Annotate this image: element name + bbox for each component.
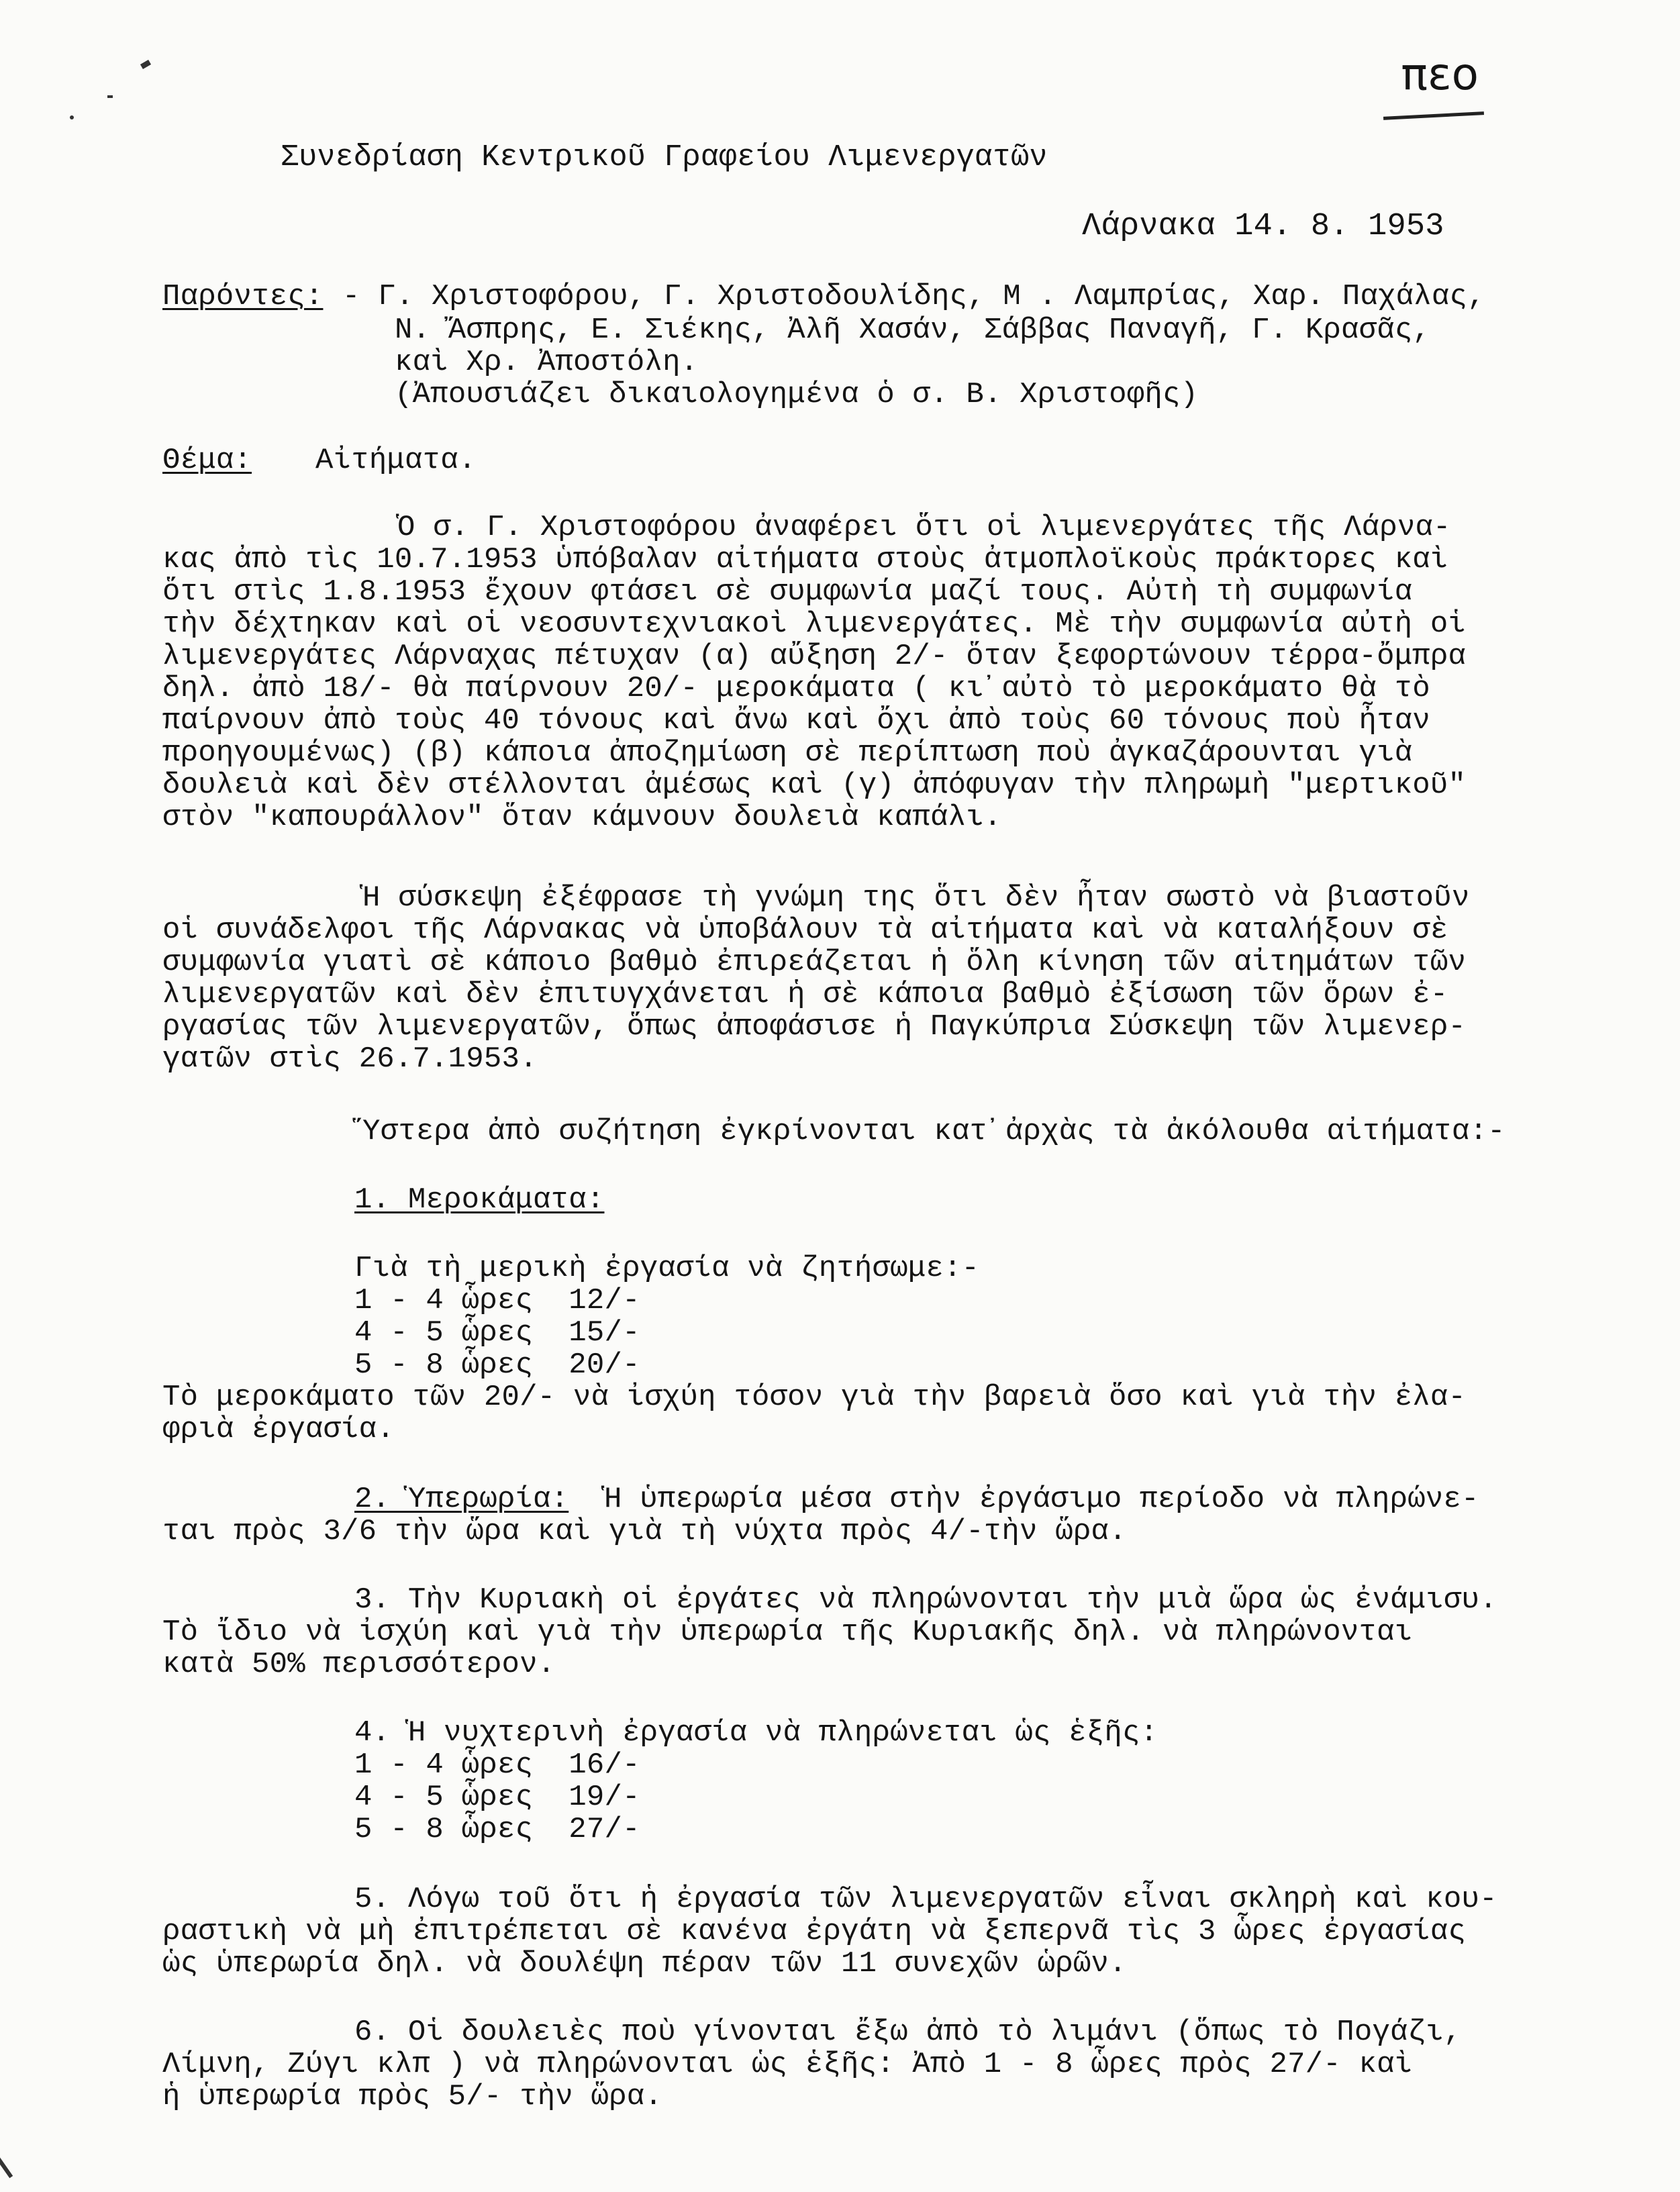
- scan-mark: [107, 95, 113, 98]
- text-line: Λίμνη, Ζύγι κλπ ) νὰ πληρώνονται ὡς ἑξῆς: Ἀπὸ 1 - 8 ὧρες πρὸς 27/- καὶ: [162, 2048, 1413, 2081]
- rate-row: 1 - 4 ὧρες 12/-: [354, 1284, 640, 1317]
- handwritten-stamp: πεο: [1401, 48, 1479, 100]
- rate-row: 5 - 8 ὧρες 20/-: [354, 1348, 640, 1382]
- present-line: - Γ. Χριστοφόρου, Γ. Χριστοδουλίδης, Μ . Λαμπρίας, Χαρ. Παχάλας,: [342, 280, 1485, 313]
- rate-row: 4 - 5 ὧρες 19/-: [354, 1781, 640, 1814]
- stamp-underline: [1383, 111, 1484, 120]
- rate-row: 5 - 8 ὧρες 27/-: [354, 1813, 640, 1846]
- text-line: τὴν δέχτηκαν καὶ οἱ νεοσυντεχνιακοὶ λιμενεργάτες. Μὲ τὴν συμφωνία αὐτὴ οἱ: [162, 607, 1467, 641]
- text-line: ἡ ὑπερωρία πρὸς 5/- τὴν ὥρα.: [162, 2080, 662, 2113]
- text-line: Τὸ ἴδιο νὰ ἰσχύη καὶ γιὰ τὴν ὑπερωρία τῆς Κυριακῆς δηλ. νὰ πληρώνονται: [162, 1615, 1413, 1649]
- text-line: λιμενεργάτες Λάρναχας πέτυχαν (α) αὔξηση 2/- ὅταν ξεφορτώνουν τέρρα-ὄμπρα: [162, 640, 1467, 673]
- text-line: δηλ. ἀπὸ 18/- θὰ παίρνουν 20/- μεροκάματα ( κι᾽αὐτὸ τὸ μεροκάματο θὰ τὸ: [162, 672, 1430, 705]
- text-line: λιμενεργατῶν καὶ δὲν ἐπιτυγχάνεται ἡ σὲ κάποια βαθμὸ ἐξίσωση τῶν ὅρων ἐ-: [162, 978, 1448, 1011]
- item-2-heading: 2. Ὑπερωρία:: [354, 1483, 569, 1516]
- text-line: κατὰ 50% περισσότερον.: [162, 1648, 556, 1681]
- demands-intro: Ὕστερα ἀπὸ συζήτηση ἐγκρίνονται κατ᾽ἀρχὰς τὰ ἀκόλουθα αἰτήματα:-: [362, 1115, 1505, 1148]
- item-3: 3. Τὴν Κυριακὴ οἱ ἐργάτες νὰ πληρώνονται τὴν μιὰ ὥρα ὡς ἐνάμισυ.: [354, 1583, 1497, 1617]
- item-4-lead: 4. Ἡ νυχτερινὴ ἐργασία νὰ πληρώνεται ὡς ἑξῆς:: [354, 1716, 1158, 1750]
- document-title: Συνεδρίαση Κεντρικοῦ Γραφείου Λιμενεργατῶν: [281, 140, 1048, 175]
- text-line: γατῶν στὶς 26.7.1953.: [162, 1042, 538, 1076]
- place-date: Λάρνακα 14. 8. 1953: [1082, 209, 1444, 244]
- text-line: Ὁ σ. Γ. Χριστοφόρου ἀναφέρει ὅτι οἱ λιμενεργάτες τῆς Λάρνα-: [397, 511, 1451, 544]
- text-line: Τὸ μεροκάματο τῶν 20/- νὰ ἰσχύη τόσον γιὰ τὴν βαρειὰ ὅσο καὶ γιὰ τὴν ἐλα-: [162, 1381, 1467, 1414]
- scan-mark: [70, 115, 74, 119]
- subject-text: Αἰτήματα.: [315, 444, 477, 477]
- text-line: ὅτι στὶς 1.8.1953 ἔχουν φτάσει σὲ συμφωνία μαζί τους. Αὐτὴ τὴ συμφωνία: [162, 575, 1413, 609]
- text-line: φριὰ ἐργασία.: [162, 1413, 395, 1446]
- text-line: συμφωνία γιατὶ σὲ κάποιο βαθμὸ ἐπιρεάζεται ἡ ὅλη κίνηση τῶν αἰτημάτων τῶν: [162, 946, 1467, 979]
- item-6: 6. Οἱ δουλειὲς ποὺ γίνονται ἔξω ἀπὸ τὸ λιμάνι (ὅπως τὸ Πογάζι,: [354, 2015, 1462, 2049]
- text-line: στὸν "καπουράλλον" ὅταν κάμνουν δουλειὰ καπάλι.: [162, 801, 1002, 834]
- text-line: οἱ συνάδελφοι τῆς Λάρνακας νὰ ὑποβάλουν τὰ αἰτήματα καὶ νὰ καταλήξουν σὲ: [162, 913, 1448, 947]
- text-line: παίρνουν ἀπὸ τοὺς 40 τόνους καὶ ἄνω καὶ ὄχι ἀπὸ τοὺς 60 τόνους ποὺ ἦταν: [162, 704, 1430, 738]
- text-line: ργασίας τῶν λιμενεργατῶν, ὅπως ἀποφάσισε ἡ Παγκύπρια Σύσκεψη τῶν λιμενερ-: [162, 1010, 1467, 1044]
- scan-mark: [140, 60, 151, 69]
- present-line: Ν. Ἄσπρης, Ε. Σιέκης, Ἀλῆ Χασάν, Σάββας Παναγῆ, Γ. Κρασᾶς,: [395, 313, 1431, 347]
- rate-row: 4 - 5 ὧρες 15/-: [354, 1316, 640, 1350]
- text-line: προηγουμένως) (β) κάποια ἀποζημίωση σὲ περίπτωση ποὺ ἀγκαζάρουνται γιὰ: [162, 736, 1413, 770]
- present-line: καὶ Χρ. Ἀποστόλη.: [395, 346, 699, 379]
- item-5: 5. Λόγω τοῦ ὅτι ἡ ἐργασία τῶν λιμενεργατῶν εἶναι σκληρὴ καὶ κου-: [354, 1883, 1497, 1916]
- text-line: Ἡ σύσκεψη ἐξέφρασε τὴ γνώμη της ὅτι δὲν ἦταν σωστὸ νὰ βιαστοῦν: [362, 881, 1470, 915]
- text-line: Ἡ ὑπερωρία μέσα στὴν ἐργάσιμο περίοδο νὰ πληρώνε-: [604, 1483, 1479, 1516]
- item-1-lead: Γιὰ τὴ μερικὴ ἐργασία νὰ ζητήσωμε:-: [354, 1252, 980, 1285]
- present-label: Παρόντες:: [162, 280, 324, 313]
- text-line: δουλειὰ καὶ δὲν στέλλονται ἀμέσως καὶ (γ) ἀπόφυγαν τὴν πληρωμὴ "μερτικοῦ": [162, 768, 1467, 802]
- text-line: κας ἀπὸ τὶς 10.7.1953 ὑπόβαλαν αἰτήματα στοὺς ἀτμοπλοϊκοὺς πράκτορες καὶ: [162, 543, 1448, 577]
- scan-mark: [0, 2150, 13, 2179]
- text-line: ὡς ὑπερωρία δηλ. νὰ δουλέψη πέραν τῶν 11 συνεχῶν ὡρῶν.: [162, 1947, 1127, 1981]
- text-line: ραστικὴ νὰ μὴ ἐπιτρέπεται σὲ κανένα ἐργάτη νὰ ξεπερνᾶ τὶς 3 ὧρες ἐργασίας: [162, 1915, 1467, 1948]
- text-line: ται πρὸς 3/6 τὴν ὥρα καὶ γιὰ τὴ νύχτα πρὸς 4/-τὴν ὥρα.: [162, 1515, 1127, 1548]
- subject-label: Θέμα:: [162, 444, 252, 477]
- item-1-heading: 1. Μεροκάματα:: [354, 1183, 605, 1217]
- present-line: (Ἀπουσιάζει δικαιολογημένα ὁ σ. Β. Χριστοφῆς): [395, 378, 1199, 411]
- rate-row: 1 - 4 ὧρες 16/-: [354, 1748, 640, 1782]
